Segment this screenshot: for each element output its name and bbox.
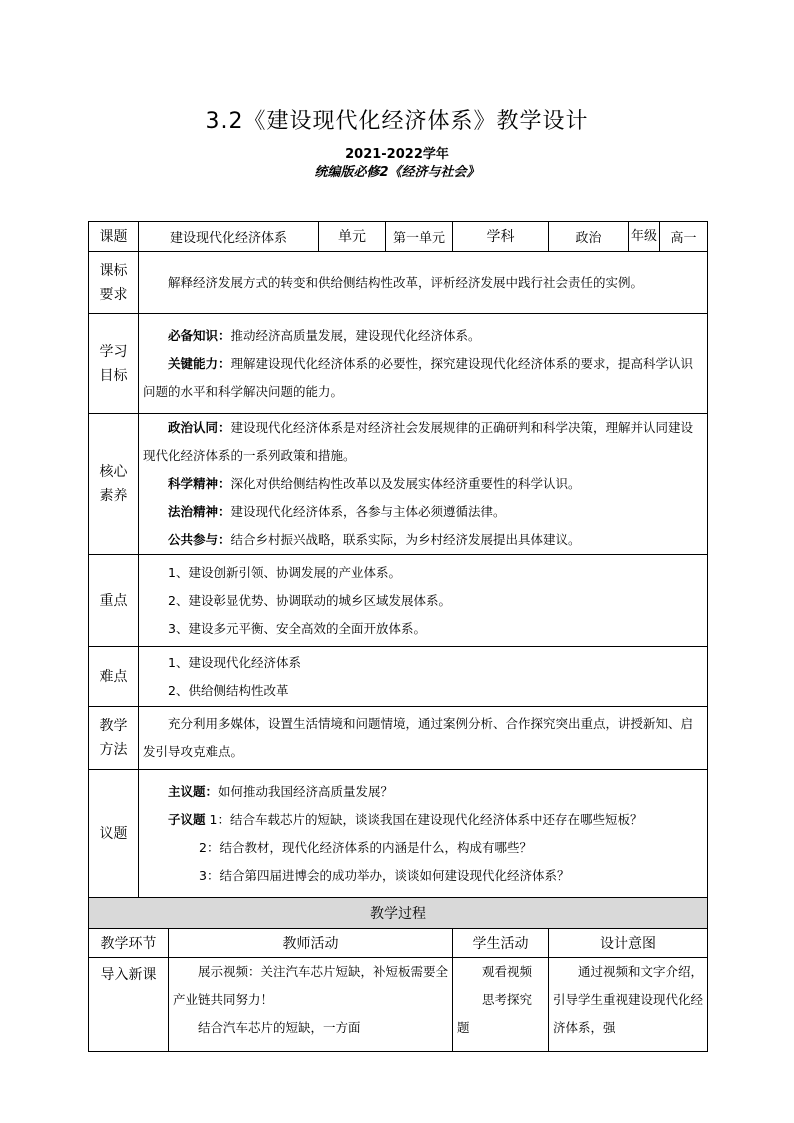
teacher-activity-cell (169, 958, 453, 1052)
standard-text: 解释经济发展方式的转变和供给侧结构性改革，评析经济发展中践行社会责任的实例。 (168, 274, 644, 290)
literacy-label-line2: 素养 (99, 488, 128, 504)
keypoints-label: 重点 (89, 555, 139, 647)
method-label (89, 707, 139, 770)
literacy-label (89, 414, 139, 555)
ability-label: 关键能力： (168, 355, 231, 371)
standard-label-line2: 要求 (99, 286, 128, 303)
keypoints-row (89, 555, 708, 647)
topic-value: 建设现代化经济体系 (139, 222, 319, 252)
literacy-item-text: 深化对供给侧结构性改革以及发展实体经济重要性的科学认识。 (230, 476, 581, 491)
knowledge-text: 推动经济高质量发展，建设现代化经济体系。 (230, 327, 481, 343)
difficulty-item: 2、供给侧结构性改革 (168, 682, 289, 698)
main-issue (139, 778, 707, 806)
literacy-row (89, 414, 708, 555)
literacy-item-text: 结合乡村振兴战略，联系实际，为乡村经济发展提出具体建议。 (230, 532, 581, 547)
method-text: 充分利用多媒体，设置生活情境和问题情境，通过案例分析、合作探究突出重点，讲授新知、启发引导攻克难点。 (143, 716, 694, 759)
textbook-edition: 统编版必修2《经济与社会》 (314, 165, 480, 180)
literacy-label-line1: 核心 (99, 464, 128, 480)
goal-knowledge (139, 322, 707, 350)
col-header-student: 学生活动 (453, 929, 549, 958)
stage-cell: 导入新课 (89, 958, 169, 1052)
unit-label: 单元 (319, 222, 386, 252)
col-header-stage: 教学环节 (89, 929, 169, 958)
student-activity-cell (453, 958, 549, 1052)
ability-text: 理解建设现代化经济体系的必要性，探究建设现代化经济体系的要求，提高科学认识问题的水平和科学解决问题的能力。 (143, 355, 694, 399)
school-year: 2021-2022学年 (345, 147, 449, 162)
method-row (89, 707, 708, 770)
process-header-row (89, 929, 708, 958)
goals-label-line1: 学习 (99, 343, 128, 360)
keypoint-item: 1、建设创新引领、协调发展的产业体系。 (168, 564, 401, 580)
literacy-item-label: 公共参与： (168, 532, 231, 547)
difficulty-item: 1、建设现代化经济体系 (168, 654, 301, 670)
grade-value: 高一 (660, 222, 708, 252)
issues-row (89, 770, 708, 898)
goals-label-line2: 目标 (99, 367, 128, 384)
student-activity-line: 思考探究题 (457, 992, 533, 1035)
method-label-line1: 教学 (99, 718, 128, 734)
student-activity-line: 观看视频 (482, 964, 533, 979)
knowledge-label: 必备知识： (168, 327, 231, 343)
method-label-line2: 方法 (99, 742, 128, 758)
keypoint-item: 2、建设彰显优势、协调联动的城乡区域发展体系。 (168, 592, 451, 608)
info-row (89, 222, 708, 252)
subject-value: 政治 (549, 222, 629, 252)
col-header-intent: 设计意图 (549, 929, 708, 958)
teacher-activity-line: 展示视频：关注汽车芯片短缺，补短板需要全产业链共同努力！ (173, 964, 449, 1007)
sub-issue-label: 子议题 (168, 811, 206, 827)
teacher-activity-line: 结合汽车芯片的短缺，一方面 (198, 1020, 361, 1035)
col-header-teacher: 教师活动 (169, 929, 453, 958)
literacy-item (139, 526, 707, 554)
standard-row (89, 252, 708, 314)
literacy-item (139, 498, 707, 526)
design-intent-text: 通过视频和文字介绍，引导学生重视建设现代化经济体系，强 (553, 964, 704, 1035)
process-title-row (89, 898, 708, 929)
main-issue-text: 如何推动我国经济高质量发展？ (218, 783, 394, 799)
grade-label: 年级 (629, 222, 660, 252)
standard-label-line1: 课标 (99, 262, 128, 279)
topic-label: 课题 (89, 222, 139, 252)
goals-row (89, 314, 708, 414)
literacy-item-label: 法治精神： (168, 504, 231, 519)
difficulties-row (89, 647, 708, 707)
design-intent-cell (549, 958, 708, 1052)
standard-label (89, 252, 139, 314)
keypoint-item: 3、建设多元平衡、安全高效的全面开放体系。 (168, 620, 426, 636)
unit-value: 第一单元 (386, 222, 453, 252)
difficulties-label: 难点 (89, 647, 139, 707)
literacy-item-text: 建设现代化经济体系是对经济社会发展规律的正确研判和科学决策，理解并认同建设现代化经济体系的一系列政策和措施。 (143, 420, 694, 463)
process-row (89, 958, 708, 1052)
sub-issue (139, 806, 707, 834)
goal-ability (139, 350, 707, 406)
literacy-item (139, 470, 707, 498)
literacy-item (139, 414, 707, 470)
lesson-plan-table (88, 221, 708, 1052)
sub-issue: 2：结合教材，现代化经济体系的内涵是什么，构成有哪些？ (199, 839, 532, 855)
issues-label: 议题 (89, 770, 139, 898)
subject-label: 学科 (453, 222, 549, 252)
goals-label (89, 314, 139, 414)
sub-issue-text: 1：结合车载芯片的短缺，谈谈我国在建设现代化经济体系中还存在哪些短板？ (209, 811, 643, 827)
sub-issue: 3：结合第四届进博会的成功举办，谈谈如何建设现代化经济体系？ (199, 867, 570, 883)
main-issue-label: 主议题： (168, 783, 219, 799)
document-title: 3.2《建设现代化经济体系》教学设计 (205, 109, 589, 134)
literacy-item-text: 建设现代化经济体系，各参与主体必须遵循法律。 (230, 504, 506, 519)
process-title: 教学过程 (89, 898, 708, 929)
literacy-item-label: 政治认同： (168, 420, 231, 435)
literacy-item-label: 科学精神： (168, 476, 231, 491)
